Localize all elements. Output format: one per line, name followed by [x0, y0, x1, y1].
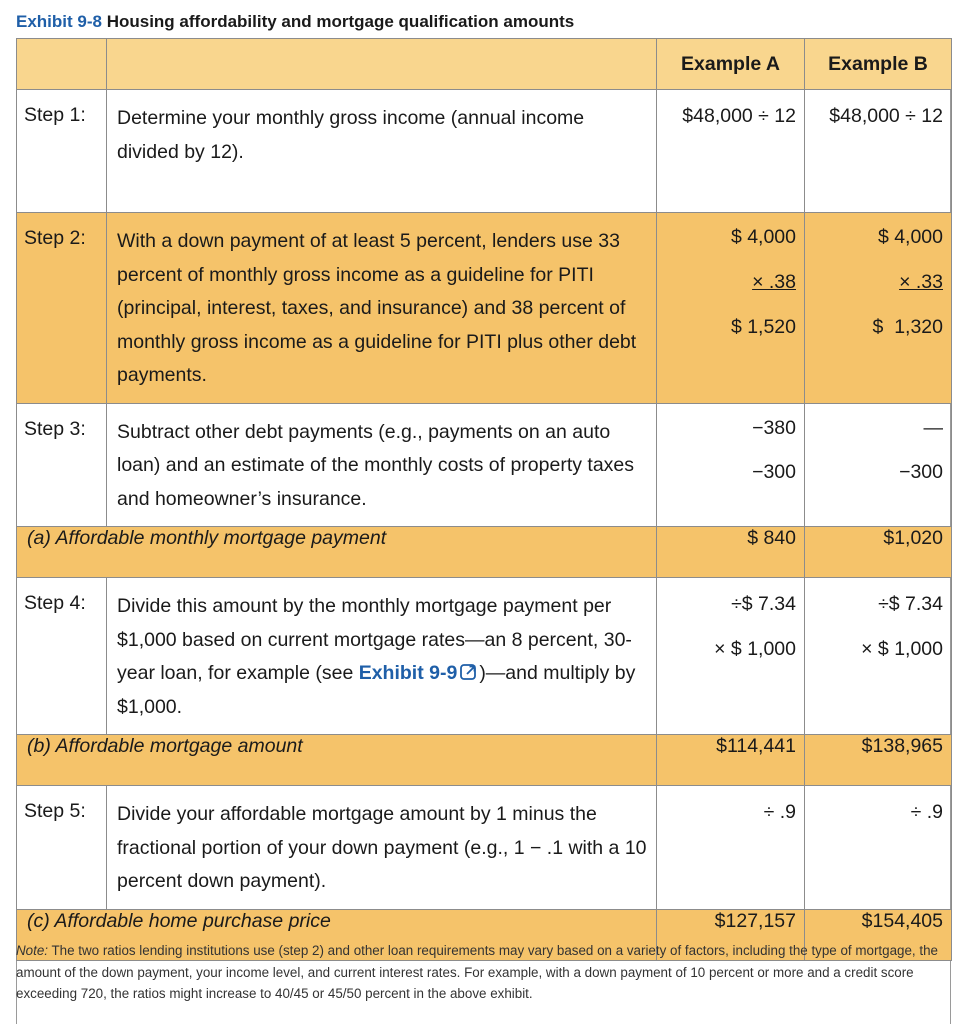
step5-example-a: ÷ .9 [657, 786, 805, 910]
step5-label: Step 5: [17, 786, 107, 910]
result-c-example-b: $154,405 [805, 909, 952, 960]
step2-example-b [805, 213, 952, 404]
result-a-example-b: $1,020 [805, 527, 952, 578]
result-c-label: (c) Affordable home purchase price [17, 909, 657, 960]
result-b-label: (b) Affordable mortgage amount [17, 735, 657, 786]
step2-a-result: $ 1,520 [730, 316, 796, 338]
result-b-example-b: $138,965 [805, 735, 952, 786]
external-link-icon[interactable] [459, 662, 479, 682]
step1-example-b: $48,000 ÷ 12 [805, 90, 952, 213]
exhibit-note [16, 940, 951, 1005]
step3-example-a [657, 403, 805, 527]
table-row-step3 [17, 403, 952, 527]
header-blank-2 [107, 39, 657, 90]
step4-text-after: )—and multiply by $1,000. [117, 662, 636, 718]
step3-text: Subtract other debt payments (e.g., payments on an auto loan) and an estimate of the monthly costs of property taxes and homeowner’s insurance. [107, 403, 657, 527]
header-blank-1 [17, 39, 107, 90]
exhibit-table [16, 38, 952, 961]
table-row-result-a [17, 527, 952, 578]
note-label: Note: [16, 943, 49, 958]
step5-text: Divide your affordable mortgage amount by 1 minus the fractional portion of your down payment (e.g., 1 − .1 with a 10 percent down payment). [107, 786, 657, 910]
table-row-step1 [17, 90, 952, 213]
exhibit-title-text: Housing affordability and mortgage qualification amounts [106, 12, 575, 31]
step3-b-taxes: −300 [899, 460, 943, 483]
step2-a-ratio: × .38 [752, 271, 796, 293]
step4-example-a [657, 578, 805, 735]
table-row-step2 [17, 213, 952, 404]
step4-example-b [805, 578, 952, 735]
step2-a-income: $ 4,000 [730, 226, 796, 248]
step1-label: Step 1: [17, 90, 107, 213]
step2-b-income: $ 4,000 [877, 226, 943, 248]
step4-text-before: Divide this amount by the monthly mortgage payment per $1,000 based on current mortgage rates—an 8 percent, 30-year loan, for example (see [117, 595, 632, 684]
step4-label: Step 4: [17, 578, 107, 735]
table-header-row [17, 39, 952, 90]
exhibit-number: Exhibit 9-8 [16, 12, 102, 31]
step5-example-b: ÷ .9 [805, 786, 952, 910]
step2-label: Step 2: [17, 213, 107, 404]
header-example-a: Example A [657, 39, 805, 90]
header-example-b: Example B [805, 39, 952, 90]
exhibit-title [16, 12, 574, 32]
step2-text: With a down payment of at least 5 percent, lenders use 33 percent of monthly gross income as a guideline for PITI (principal, interest, taxes, and insurance) and 38 percent of monthly gross income as a guideline for PITI plus other debt payments. [107, 213, 657, 404]
note-text: The two ratios lending institutions use (step 2) and other loan requirements may vary based on a variety of factors, including the type of mortgage, the amount of the down payment, your income level, and current interest rates. For example, with a down payment of 10 percent or more and a credit score exceeding 720, the ratios might increase to 40/45 or 45/50 percent in the above exhibit. [16, 943, 938, 1001]
table-row-result-b [17, 735, 952, 786]
result-a-label: (a) Affordable monthly mortgage payment [17, 527, 657, 578]
exhibit-9-9-link[interactable]: Exhibit 9-9 [358, 662, 458, 684]
step1-example-a: $48,000 ÷ 12 [657, 90, 805, 213]
result-b-example-a: $114,441 [657, 735, 805, 786]
table-row-step4 [17, 578, 952, 735]
result-c-example-a: $127,157 [657, 909, 805, 960]
step3-label: Step 3: [17, 403, 107, 527]
step2-b-ratio: × .33 [899, 271, 943, 293]
step2-b-result: $ 1,320 [872, 316, 943, 338]
step4-b-multiply: × $ 1,000 [861, 638, 943, 660]
table-row-step5 [17, 786, 952, 910]
step3-a-taxes: −300 [752, 460, 796, 483]
step4-text [107, 578, 657, 735]
step3-a-debt: −380 [752, 416, 796, 439]
step3-example-b [805, 403, 952, 527]
step4-a-multiply: × $ 1,000 [714, 638, 796, 660]
step3-b-debt: — [923, 416, 943, 439]
step4-b-divide: ÷$ 7.34 [878, 593, 943, 615]
step1-text: Determine your monthly gross income (annual income divided by 12). [107, 90, 657, 213]
step4-a-divide: ÷$ 7.34 [731, 593, 796, 615]
step2-example-a [657, 213, 805, 404]
result-a-example-a: $ 840 [657, 527, 805, 578]
